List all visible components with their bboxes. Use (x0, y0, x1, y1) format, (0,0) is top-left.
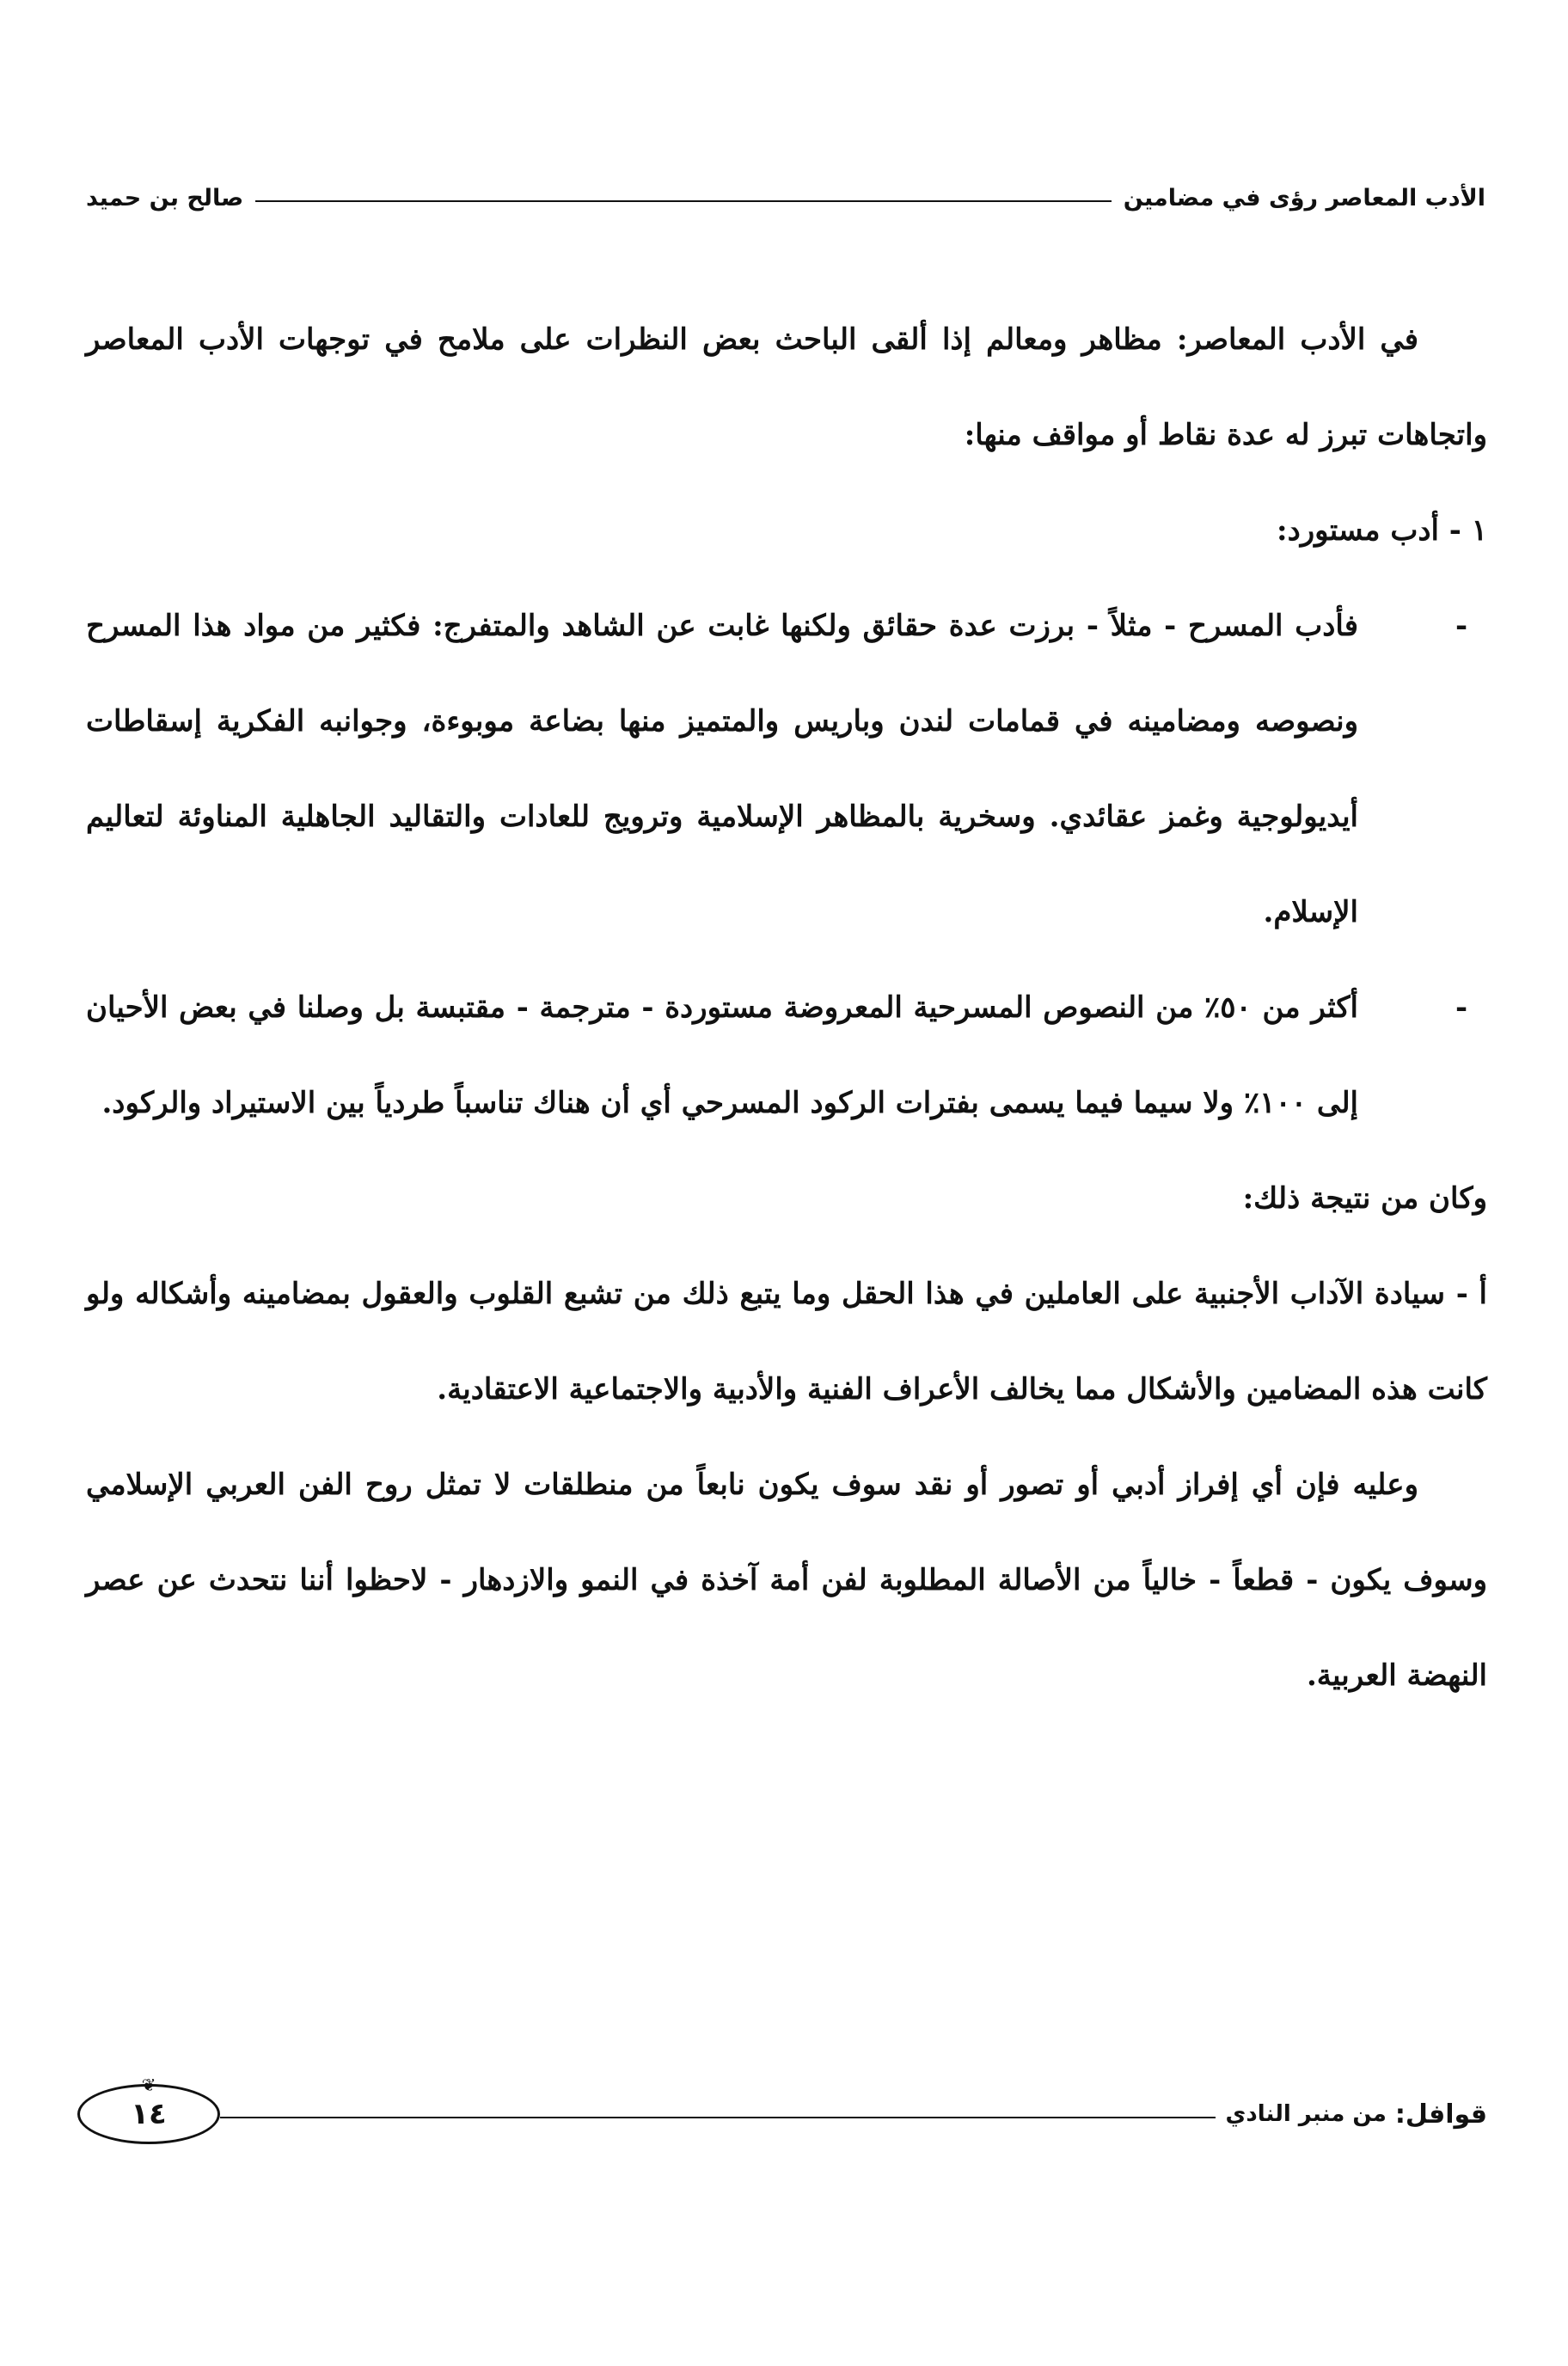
point-a-paragraph: أ - سيادة الآداب الأجنبية على العاملين في هذا الحقل وما يتبع ذلك من تشبع القلوب والعقول بمضامينه وأشكاله ولو كانت هذه المضامين والأشكال مما يخالف الأعراف الفنية والأدبية والاجتماعية الاعتقادية. (86, 1277, 1487, 1407)
page-footer (77, 2075, 1487, 2144)
page-number: ١٤ (131, 2097, 167, 2131)
bullet-text: أكثر من ٥٠٪ من النصوص المسرحية المعروضة مستوردة - مترجمة - مقتبسة بل وصلنا في بعض الأحيان إلى ١٠٠٪ ولا سيما فيما يسمى بفترات الركود المسرحي أي أن هناك تناسباً طردياً بين الاستيراد والركود. (86, 990, 1359, 1120)
intro-paragraph: في الأدب المعاصر: مظاهر ومعالم إذا ألقى الباحث بعض النظرات على ملامح في توجهات الأدب المعاصر واتجاهات تبرز له عدة نقاط أو مواقف منها: (86, 322, 1487, 452)
body-text (86, 292, 1487, 1724)
footer-journal: قوافل: (1394, 2099, 1487, 2130)
section-heading: ١ - أدب مستورد: (1277, 513, 1487, 548)
bullet-text: فأدب المسرح - مثلاً - برزت عدة حقائق ولكنها غابت عن الشاهد والمتفرج: فكثير من مواد هذا المسرح ونصوصه ومضامينه في قمامات لندن وباريس والمتميز منها بضاعة موبوءة، وجوانبه الفكرية إسقاطات أيديولوجية وغمز عقائدي. وسخرية بالمظاهر الإسلامية وترويج للعادات والتقاليد الجاهلية المناوئة لتعاليم الإسلام. (86, 609, 1358, 929)
footer-subtitle: من منبر النادي (1225, 2101, 1387, 2127)
bullet-dash: - (1455, 609, 1468, 643)
bullet-item (86, 960, 1487, 1151)
page-number-badge (77, 2075, 220, 2144)
ornament-icon: ❦ (141, 2075, 156, 2095)
header-author: صالح بن حميد (86, 184, 244, 211)
header-rule (255, 200, 1111, 202)
consequence-line: وكان من نتيجة ذلك: (1242, 1181, 1487, 1216)
footer-rule (220, 2117, 1216, 2118)
bullet-dash: - (1455, 990, 1468, 1025)
conclusion-paragraph: وعليه فإن أي إفراز أدبي أو تصور أو نقد سوف يكون نابعاً من منطلقات لا تمثل روح الفن العربي الإسلامي وسوف يكون - قطعاً - خالياً من الأصالة المطلوبة لفن أمة آخذة في النمو والازدهار - لاحظوا أننا نتحدث عن عصر النهضة العربية. (86, 1468, 1487, 1693)
bullet-item (86, 579, 1487, 960)
running-header (86, 179, 1485, 217)
header-title: الأدب المعاصر رؤى في مضامين (1123, 184, 1485, 211)
